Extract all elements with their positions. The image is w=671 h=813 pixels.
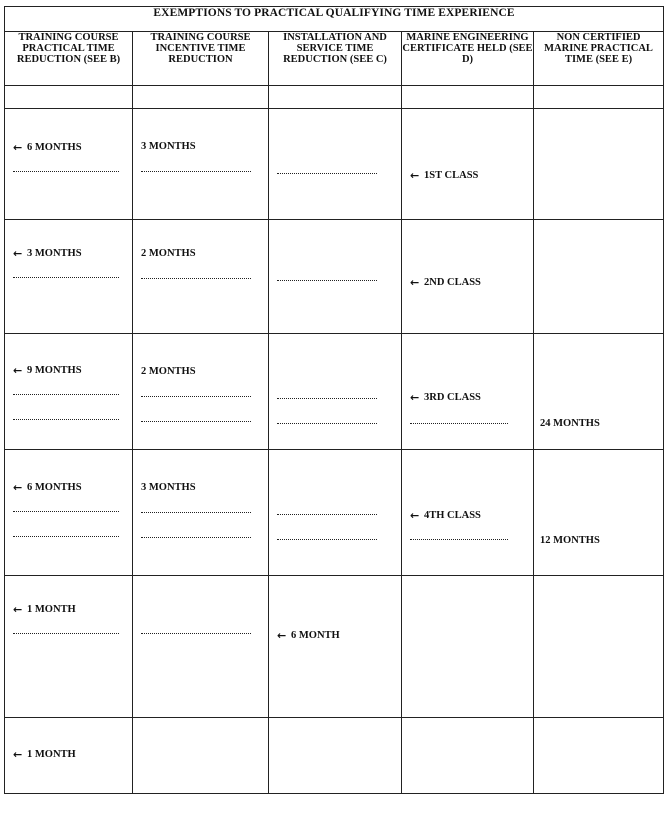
cell-incentive [133, 718, 269, 794]
left-arrow-icon: ← [277, 629, 287, 642]
header-practical-time: TRAINING COURSE PRACTICAL TIME REDUCTION (SEE B) [5, 32, 133, 86]
left-arrow-icon: ← [410, 169, 420, 182]
cell-certificate [402, 334, 534, 450]
cell-installation [269, 450, 402, 576]
certificate-value: ← 4TH CLASS [410, 509, 481, 522]
cell-noncertified [534, 334, 664, 450]
cell-incentive [133, 334, 269, 450]
practical-value: ← 1 MONTH [13, 748, 76, 761]
dotted-entry-line[interactable] [277, 173, 377, 174]
cell-practical [5, 718, 133, 794]
header-certificate-held: MARINE ENGINEERING CERTIFICATE HELD (SEE D) [402, 32, 534, 86]
installation-value: ← 6 MONTH [277, 629, 340, 642]
cell-incentive [133, 576, 269, 718]
header-installation-time: INSTALLATION AND SERVICE TIME REDUCTION (SEE C) [269, 32, 402, 86]
dotted-entry-line[interactable] [410, 539, 508, 540]
left-arrow-icon: ← [13, 748, 23, 761]
dotted-entry-line[interactable] [141, 396, 251, 397]
left-arrow-icon: ← [13, 481, 23, 494]
practical-value: ← 3 MONTHS [13, 247, 82, 260]
table-title: EXEMPTIONS TO PRACTICAL QUALIFYING TIME EXPERIENCE [5, 7, 664, 32]
dotted-entry-line[interactable] [13, 171, 119, 172]
cell-noncertified [534, 718, 664, 794]
incentive-value: 2 MONTHS [141, 248, 196, 259]
cell-installation [269, 109, 402, 220]
dotted-entry-line[interactable] [277, 398, 377, 399]
left-arrow-icon: ← [13, 364, 23, 377]
cell-practical [5, 576, 133, 718]
dotted-entry-line[interactable] [277, 514, 377, 515]
dotted-entry-line[interactable] [13, 394, 119, 395]
certificate-value: ← 3RD CLASS [410, 391, 481, 404]
table-row [5, 450, 664, 576]
dotted-entry-line[interactable] [13, 511, 119, 512]
practical-value: ← 9 MONTHS [13, 364, 82, 377]
dotted-entry-line[interactable] [13, 633, 119, 634]
cell-noncertified [534, 109, 664, 220]
dotted-entry-line[interactable] [277, 539, 377, 540]
left-arrow-icon: ← [410, 509, 420, 522]
table-row [5, 220, 664, 334]
cell-practical [5, 220, 133, 334]
left-arrow-icon: ← [410, 276, 420, 289]
incentive-value: 3 MONTHS [141, 141, 196, 152]
practical-value: ← 1 MONTH [13, 603, 76, 616]
noncertified-value: 24 MONTHS [540, 418, 600, 429]
cell-installation [269, 718, 402, 794]
cell-practical [5, 334, 133, 450]
dotted-entry-line[interactable] [277, 280, 377, 281]
header-noncertified-time: NON CERTIFIED MARINE PRACTICAL TIME (SEE E) [534, 32, 664, 86]
cell-noncertified [534, 450, 664, 576]
dotted-entry-line[interactable] [277, 423, 377, 424]
left-arrow-icon: ← [410, 391, 420, 404]
incentive-value: 3 MONTHS [141, 482, 196, 493]
incentive-value: 2 MONTHS [141, 366, 196, 377]
cell-installation [269, 576, 402, 718]
table-row [5, 334, 664, 450]
dotted-entry-line[interactable] [13, 419, 119, 420]
left-arrow-icon: ← [13, 141, 23, 154]
certificate-value: ← 2ND CLASS [410, 276, 481, 289]
table-row [5, 576, 664, 718]
dotted-entry-line[interactable] [141, 537, 251, 538]
cell-installation [269, 220, 402, 334]
dotted-entry-line[interactable] [141, 171, 251, 172]
left-arrow-icon: ← [13, 603, 23, 616]
cell-certificate [402, 576, 534, 718]
table-row [5, 109, 664, 220]
dotted-entry-line[interactable] [141, 512, 251, 513]
left-arrow-icon: ← [13, 247, 23, 260]
header-incentive-time: TRAINING COURSE INCENTIVE TIME REDUCTION [133, 32, 269, 86]
dotted-entry-line[interactable] [141, 278, 251, 279]
noncertified-value: 12 MONTHS [540, 535, 600, 546]
cell-certificate [402, 450, 534, 576]
cell-practical [5, 450, 133, 576]
table-row [5, 718, 664, 794]
cell-noncertified [534, 220, 664, 334]
dotted-entry-line[interactable] [141, 633, 251, 634]
cell-incentive [133, 220, 269, 334]
cell-noncertified [534, 576, 664, 718]
certificate-value: ← 1ST CLASS [410, 169, 479, 182]
practical-value: ← 6 MONTHS [13, 141, 82, 154]
blank-row [5, 86, 664, 109]
practical-value: ← 6 MONTHS [13, 481, 82, 494]
cell-certificate [402, 718, 534, 794]
cell-incentive [133, 450, 269, 576]
dotted-entry-line[interactable] [13, 536, 119, 537]
cell-installation [269, 334, 402, 450]
dotted-entry-line[interactable] [410, 423, 508, 424]
cell-incentive [133, 109, 269, 220]
cell-certificate [402, 109, 534, 220]
dotted-entry-line[interactable] [141, 421, 251, 422]
exemptions-table [4, 6, 664, 794]
cell-practical [5, 109, 133, 220]
cell-certificate [402, 220, 534, 334]
dotted-entry-line[interactable] [13, 277, 119, 278]
